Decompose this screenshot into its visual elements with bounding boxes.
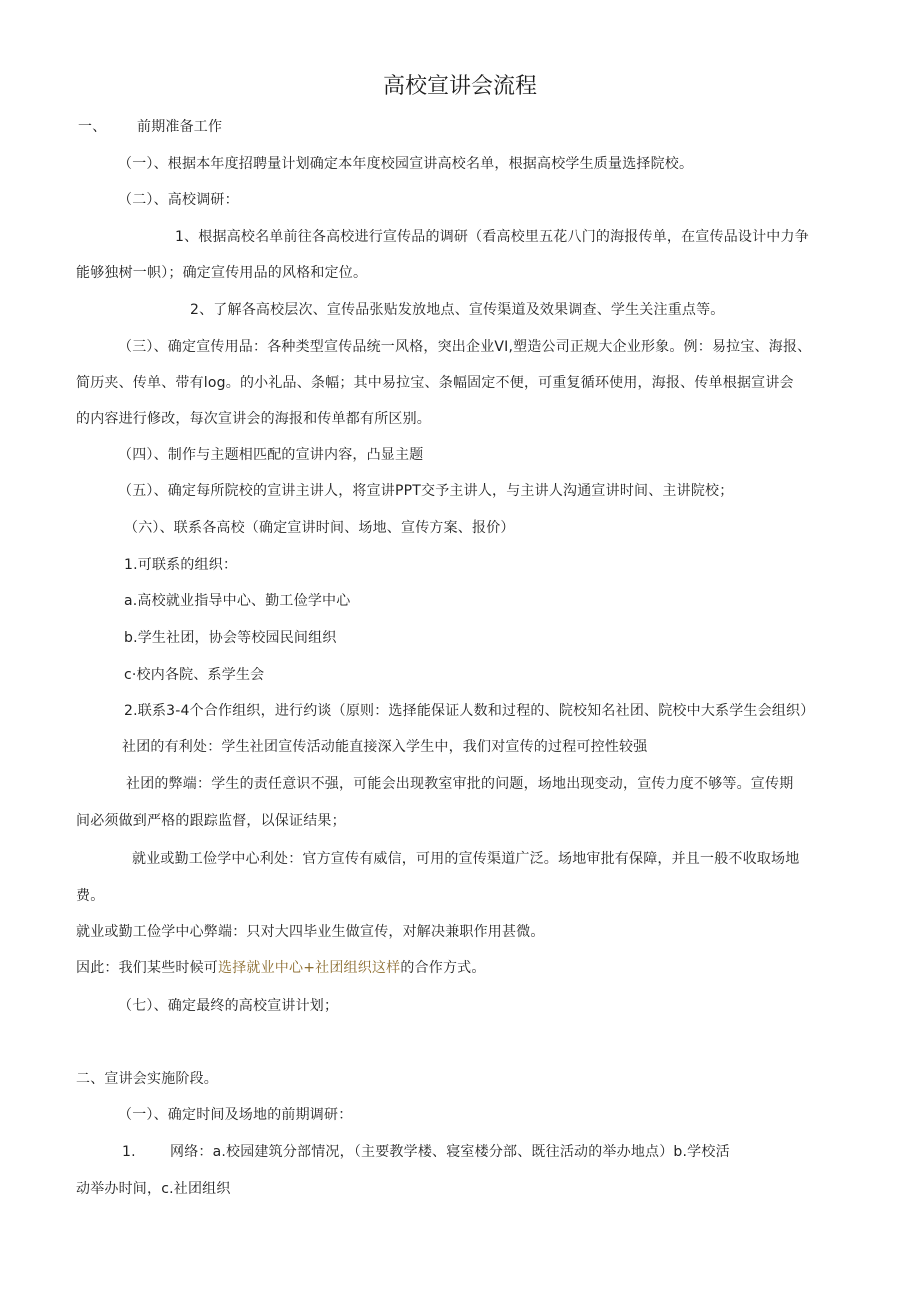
paragraph: 的内容进行修改，每次宣讲会的海报和传单都有所区别。 bbox=[76, 411, 431, 427]
list-item: 2.联系3-4个合作组织，进行约谈（原则：选择能保证人数和过程的、院校知名社团、院校中大系学生会组织） bbox=[124, 703, 815, 719]
paragraph: 费。 bbox=[76, 888, 105, 904]
list-item: 网络：a.校园建筑分部情况，（主要教学楼、寝室楼分部、既往活动的举办地点）b.学校活 bbox=[170, 1144, 730, 1160]
therefore-suffix: 的合作方式。 bbox=[400, 960, 486, 976]
paragraph: （二）、高校调研： bbox=[118, 192, 239, 208]
paragraph: 简历夹、传单、带有log。的小礼品、条幅；其中易拉宝、条幅固定不便，可重复循环使用，海报、传单根据宣讲会 bbox=[76, 375, 794, 391]
list-item: 动举办时间，c.社团组织 bbox=[76, 1181, 231, 1197]
section-1-heading: 前期准备工作 bbox=[137, 119, 223, 135]
paragraph: 能够独树一帜）；确定宣传用品的风格和定位。 bbox=[76, 265, 368, 281]
paragraph: （五）、确定每所院校的宣讲主讲人，将宣讲PPT交予主讲人，与主讲人沟通宣讲时间、主讲院校； bbox=[118, 483, 734, 499]
paragraph: （一）、根据本年度招聘量计划确定本年度校园宣讲高校名单，根据高校学生质量选择院校。 bbox=[118, 156, 694, 172]
paragraph: （六）、联系各高校（确定宣讲时间、场地、宣传方案、报价） bbox=[124, 520, 515, 536]
list-number: 1. bbox=[122, 1144, 136, 1160]
section-1-number: 一、 bbox=[78, 119, 107, 135]
list-item: b.学生社团，协会等校园民间组织 bbox=[124, 630, 337, 646]
paragraph: （一）、确定时间及场地的前期调研： bbox=[118, 1107, 353, 1123]
therefore-prefix: 因此：我们某些时候可 bbox=[76, 960, 218, 976]
paragraph: 1、根据高校名单前往各高校进行宣传品的调研（看高校里五花八门的海报传单，在宣传品设计中力争 bbox=[175, 229, 809, 245]
paragraph: 社团的有利处：学生社团宣传活动能直接深入学生中，我们对宣传的过程可控性较强 bbox=[122, 739, 648, 755]
paragraph: （三）、确定宣传用品：各种类型宣传品统一风格，突出企业VI,塑造公司正规大企业形象。例：易拉宝、海报、 bbox=[118, 339, 812, 355]
paragraph: （七）、确定最终的高校宣讲计划； bbox=[118, 998, 339, 1014]
paragraph: 2、了解各高校层次、宣传品张贴发放地点、宣传渠道及效果调查、学生关注重点等。 bbox=[190, 302, 725, 318]
list-item: a.高校就业指导中心、勤工俭学中心 bbox=[124, 593, 351, 609]
therefore-paragraph bbox=[76, 958, 486, 978]
paragraph: 就业或勤工俭学中心利处：官方宣传有威信，可用的宣传渠道广泛。场地审批有保障，并且一般不收取场地 bbox=[132, 851, 800, 867]
paragraph: 就业或勤工俭学中心弊端：只对大四毕业生做宣传，对解决兼职作用甚微。 bbox=[76, 924, 545, 940]
document-title: 高校宣讲会流程 bbox=[382, 74, 537, 99]
paragraph: 间必须做到严格的跟踪监督，以保证结果； bbox=[76, 813, 346, 829]
paragraph: （四）、制作与主题相匹配的宣讲内容，凸显主题 bbox=[118, 447, 424, 463]
therefore-highlight: 选择就业中心+社团组织这样 bbox=[218, 960, 401, 976]
paragraph: 社团的弊端：学生的责任意识不强，可能会出现教室审批的问题，场地出现变动，宣传力度不够等。宣传期 bbox=[126, 776, 794, 792]
list-item: c·校内各院、系学生会 bbox=[124, 667, 265, 683]
list-item: 1.可联系的组织： bbox=[124, 557, 238, 573]
section-2-heading: 二、宣讲会实施阶段。 bbox=[76, 1071, 218, 1087]
